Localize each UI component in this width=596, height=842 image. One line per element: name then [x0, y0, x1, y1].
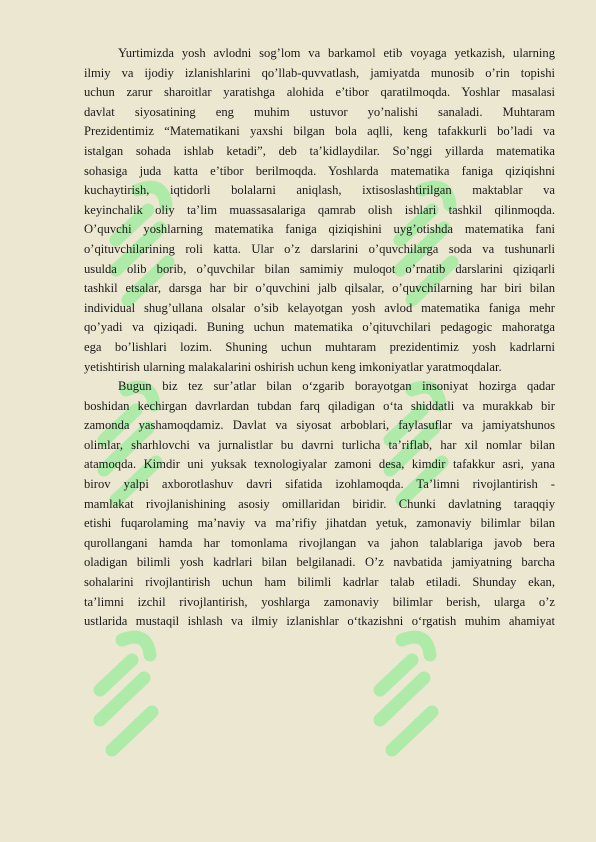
- paragraph: [84, 44, 555, 377]
- text-line: ilmiy va ijodiy izlanishlarini qo’llab-quvvatlash, jamiyatda munosib o’rin topishi: [84, 65, 555, 80]
- text-line: uchun zarur sharoitlar yaratishga alohida e’tibor qaratilmoqda. Yoshlar masalasi: [84, 85, 555, 100]
- text-line: O’quvchi yoshlarning matematika faniga qiziqishini uyg’otishda matematika fani: [84, 222, 555, 237]
- text-line: ega bo’lishlari lozim. Shuning uchun muhtaram prezidentimiz yosh kadrlarni: [84, 339, 555, 354]
- text-line: zamonda yashamoqdamiz. Davlat va siyosat arboblari, faylasuflar va jamiyatshunos: [84, 418, 555, 433]
- text-line: o’qituvchilarining roli katta. Ular o’z darslarini o’quvchilarga soda va tushunarli: [84, 241, 555, 256]
- text-line: davlat siyosatining eng muhim ustuvor yo’nalishi sanaladi. Muhtaram: [84, 104, 555, 119]
- text-line: birov yalpi axborotlashuv davri sifatida izohlamoqda. Ta’limni rivojlantirish -: [84, 477, 555, 492]
- text-line: ustlarida mustaqil ishlash va ilmiy izlanishlar o‘tkazishni o‘rgatish muhim ahamiyat: [84, 614, 555, 629]
- text-line: boshidan kechirgan davrlardan tubdan farq qiladigan o‘ta shiddatli va murakkab bir: [84, 398, 555, 413]
- text-line: qurollangani hamda har tomonlama rivojlangan va jahon talablariga javob bera: [84, 535, 555, 550]
- text-line: keyinchalik oliy ta’lim muassasalariga qamrab olish ishlari tashkil qilinmoqda.: [84, 202, 555, 217]
- text-line: sohalarini rivojlantirish uchun ham bilimli kadrlar talab etiladi. Shunday ekan,: [84, 575, 555, 590]
- text-line: Prezidentimiz “Matematikani yaxshi bilgan bola aqlli, keng tafakkurli bo’ladi va: [84, 124, 555, 139]
- text-line: individual shug’ullana olsalar o’sib kelayotgan yosh avlod matematika faniga mehr: [84, 300, 555, 315]
- text-line: yetishtirish ularning malakalarini oshirish uchun keng imkoniyatlar yaratmoqdalar.: [84, 359, 502, 374]
- text-line: Bugun biz tez sur’atlar bilan o‘zgarib borayotgan insoniyat hozirga qadar: [118, 379, 555, 394]
- paragraph: [84, 377, 555, 632]
- document-body: [84, 44, 555, 632]
- text-line: olimlar, sharhlovchi va jurnalistlar bu davrni turlicha ta’riflab, har xil nomlar bilan: [84, 437, 555, 452]
- text-line: istalgan sohada ishlab ketadi”, deb ta’kidlaydilar. So’nggi yillarda matematika: [84, 143, 555, 158]
- text-line: tashkil etsalar, darsga har bir o’quvchini jalb qilsalar, o’quvchilarning har biri bilan: [84, 281, 555, 296]
- text-line: sohasiga juda katta e’tibor berilmoqda. Yoshlarda matematika faniga qiziqishni: [84, 163, 555, 178]
- text-line: qo’yadi va qiziqadi. Buning uchun matematika o’qituvchilari pedagogic mahoratga: [84, 320, 555, 335]
- text-line: ta’limni izchil rivojlantirish, yoshlarga zamonaviy bilimlar berish, ularga o’z: [84, 594, 555, 609]
- text-line: atamoqda. Kimdir uni yuksak texnologiyalar zamoni desa, kimdir tafakkur asri, yana: [84, 457, 555, 472]
- text-line: usulda olib borib, o’quvchilar bilan samimiy muloqot o’rnatib darslarini qiziqarli: [84, 261, 555, 276]
- text-line: Yurtimizda yosh avlodni sog’lom va barkamol etib voyaga yetkazish, ularning: [118, 46, 555, 60]
- text-line: oladigan bilimli yosh kadrlari bilan belgilanadi. O’z navbatida jamiyatning barcha: [84, 555, 555, 570]
- text-line: etishi fuqarolaming ma’naviy va ma’rifiy jihatdan yetuk, zamonaviy bilimlar bilan: [84, 516, 555, 531]
- text-line: kuchaytirish, iqtidorli bolalarni aniqlash, ixtisoslashtirilgan maktablar va: [84, 183, 555, 198]
- text-line: mamlakat rivojlanishining asosiy omillaridan biridir. Chunki davlatning taraqqiy: [84, 496, 555, 511]
